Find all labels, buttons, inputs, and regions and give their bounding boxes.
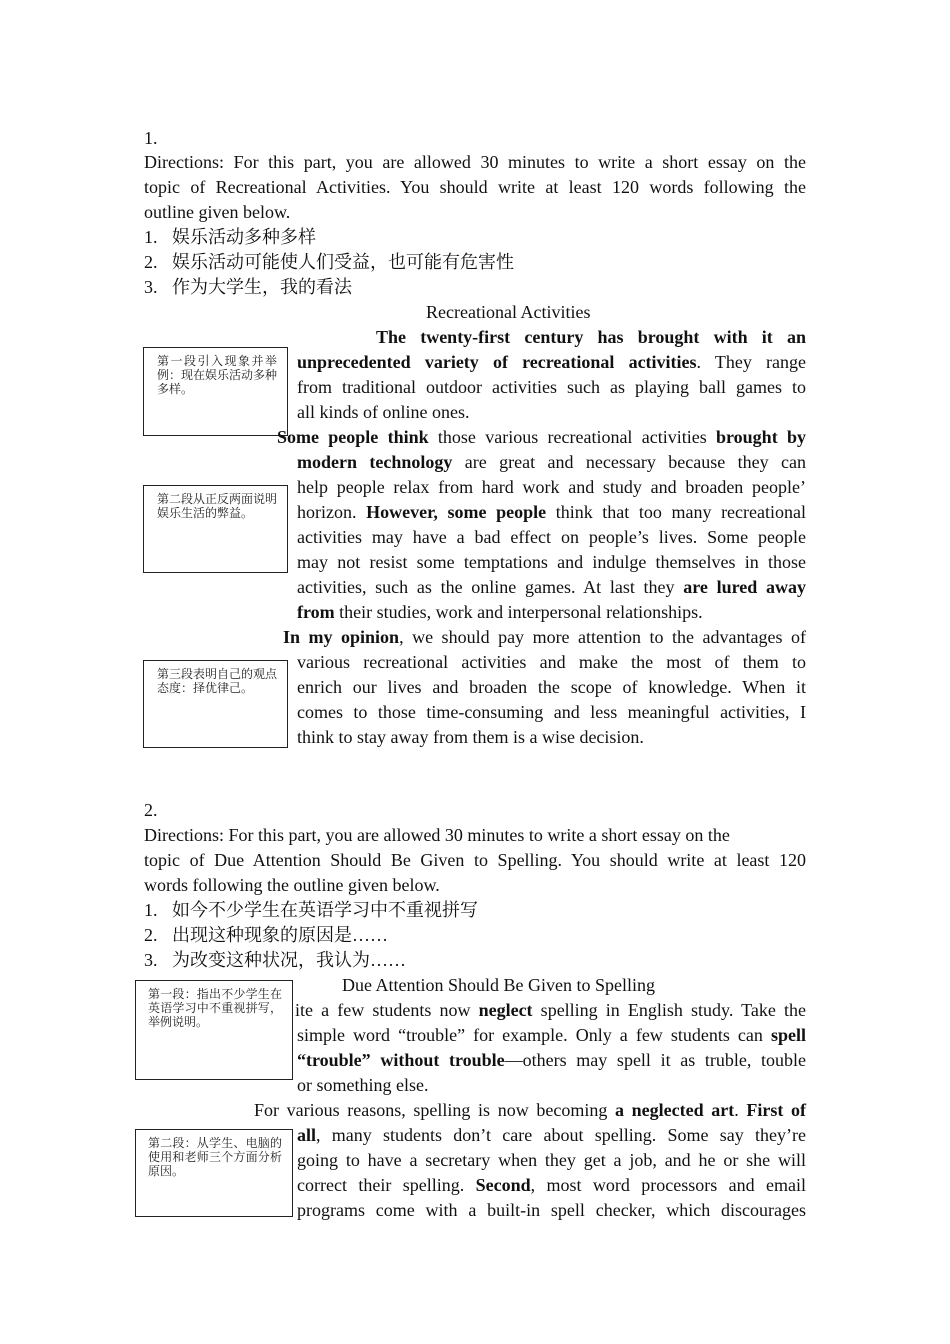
essay1-body-line: horizon. However, some people think that too many recreational <box>297 502 807 522</box>
essay1-body-line: from traditional outdoor activities such as playing ball games to <box>297 377 806 397</box>
essay1-body-line: In my opinion, we should pay more attention to the advantages of <box>283 627 806 647</box>
essay2-title: Due Attention Should Be Given to Spelling <box>342 975 655 995</box>
essay1-number: 1. <box>144 128 158 148</box>
essay1-directions-line: outline given below. <box>144 202 291 222</box>
annotation-box: 第二段从正反两面说明娱乐生活的弊益。 <box>143 485 288 573</box>
essay1-directions-line: Directions: For this part, you are allowed 30 minutes to write a short essay on the <box>144 152 806 172</box>
essay1-body-line: help people relax from hard work and study and broaden people’ <box>297 477 806 497</box>
essay2-directions-line: words following the outline given below. <box>144 875 440 895</box>
essay1-outline-item: 3. 作为大学生，我的看法 <box>144 277 352 297</box>
essay1-body-line: The twenty-first century has brought with it an <box>376 327 806 347</box>
essay1-body-line: activities may have a bad effect on people’s lives. Some people <box>297 527 806 547</box>
essay2-body-line: programs come with a built-in spell checker, which discourages <box>297 1200 806 1220</box>
essay1-outline-item: 1. 娱乐活动多种多样 <box>144 227 316 247</box>
essay2-body-line: correct their spelling. Second, most word processors and email <box>297 1175 806 1195</box>
annotation-box: 第一段引入现象并举例：现在娱乐活动多种多样。 <box>143 347 288 436</box>
essay2-body-line: “trouble” without trouble—others may spell it as truble, touble <box>297 1050 806 1070</box>
essay1-body-line: Some people think those various recreational activities brought by <box>277 427 806 447</box>
annotation-box: 第一段：指出不少学生在英语学习中不重视拼写，举例说明。 <box>135 980 293 1080</box>
essay1-body-line: from their studies, work and interpersonal relationships. <box>297 602 703 622</box>
essay2-outline-item: 3. 为改变这种状况，我认为…… <box>144 950 406 970</box>
essay1-body-line: think to stay away from them is a wise decision. <box>297 727 644 747</box>
essay1-body-line: comes to those time-consuming and less meaningful activities, I <box>297 702 806 722</box>
essay2-body-line: simple word “trouble” for example. Only a few students can spell <box>297 1025 806 1045</box>
essay1-body-line: may not resist some temptations and indulge themselves in those <box>297 552 806 572</box>
essay2-number: 2. <box>144 800 158 820</box>
essay1-body-line: enrich our lives and broaden the scope of knowledge. When it <box>297 677 806 697</box>
essay1-title: Recreational Activities <box>426 302 591 322</box>
essay2-outline-item: 2. 出现这种现象的原因是…… <box>144 925 388 945</box>
essay1-body-line: all kinds of online ones. <box>297 402 470 422</box>
essay1-directions-line: topic of Recreational Activities. You should write at least 120 words following the <box>144 177 806 197</box>
essay2-body-line: all, many students don’t care about spelling. Some say they’re <box>297 1125 806 1145</box>
annotation-box: 第三段表明自己的观点态度：择优律己。 <box>143 660 288 748</box>
essay1-body-line: unprecedented variety of recreational activities. They range <box>297 352 806 372</box>
essay2-body-line: For various reasons, spelling is now becoming a neglected art. First of <box>254 1100 806 1120</box>
essay1-outline-item: 2. 娱乐活动可能使人们受益，也可能有危害性 <box>144 252 514 272</box>
essay2-body-line: ite a few students now neglect spelling in English study. Take the <box>295 1000 807 1020</box>
essay1-body-line: modern technology are great and necessary because they can <box>297 452 806 472</box>
essay2-directions-line: Directions: For this part, you are allowed 30 minutes to write a short essay on the <box>144 825 730 845</box>
essay2-body-line: or something else. <box>297 1075 429 1095</box>
essay2-directions-line: topic of Due Attention Should Be Given to Spelling. You should write at least 120 <box>144 850 806 870</box>
annotation-box: 第二段：从学生、电脑的使用和老师三个方面分析原因。 <box>135 1129 293 1217</box>
essay2-body-line: going to have a secretary when they get a job, and he or she will <box>297 1150 806 1170</box>
essay1-body-line: various recreational activities and make the most of them to <box>297 652 806 672</box>
essay2-outline-item: 1. 如今不少学生在英语学习中不重视拼写 <box>144 900 478 920</box>
essay1-body-line: activities, such as the online games. At last they are lured away <box>297 577 806 597</box>
